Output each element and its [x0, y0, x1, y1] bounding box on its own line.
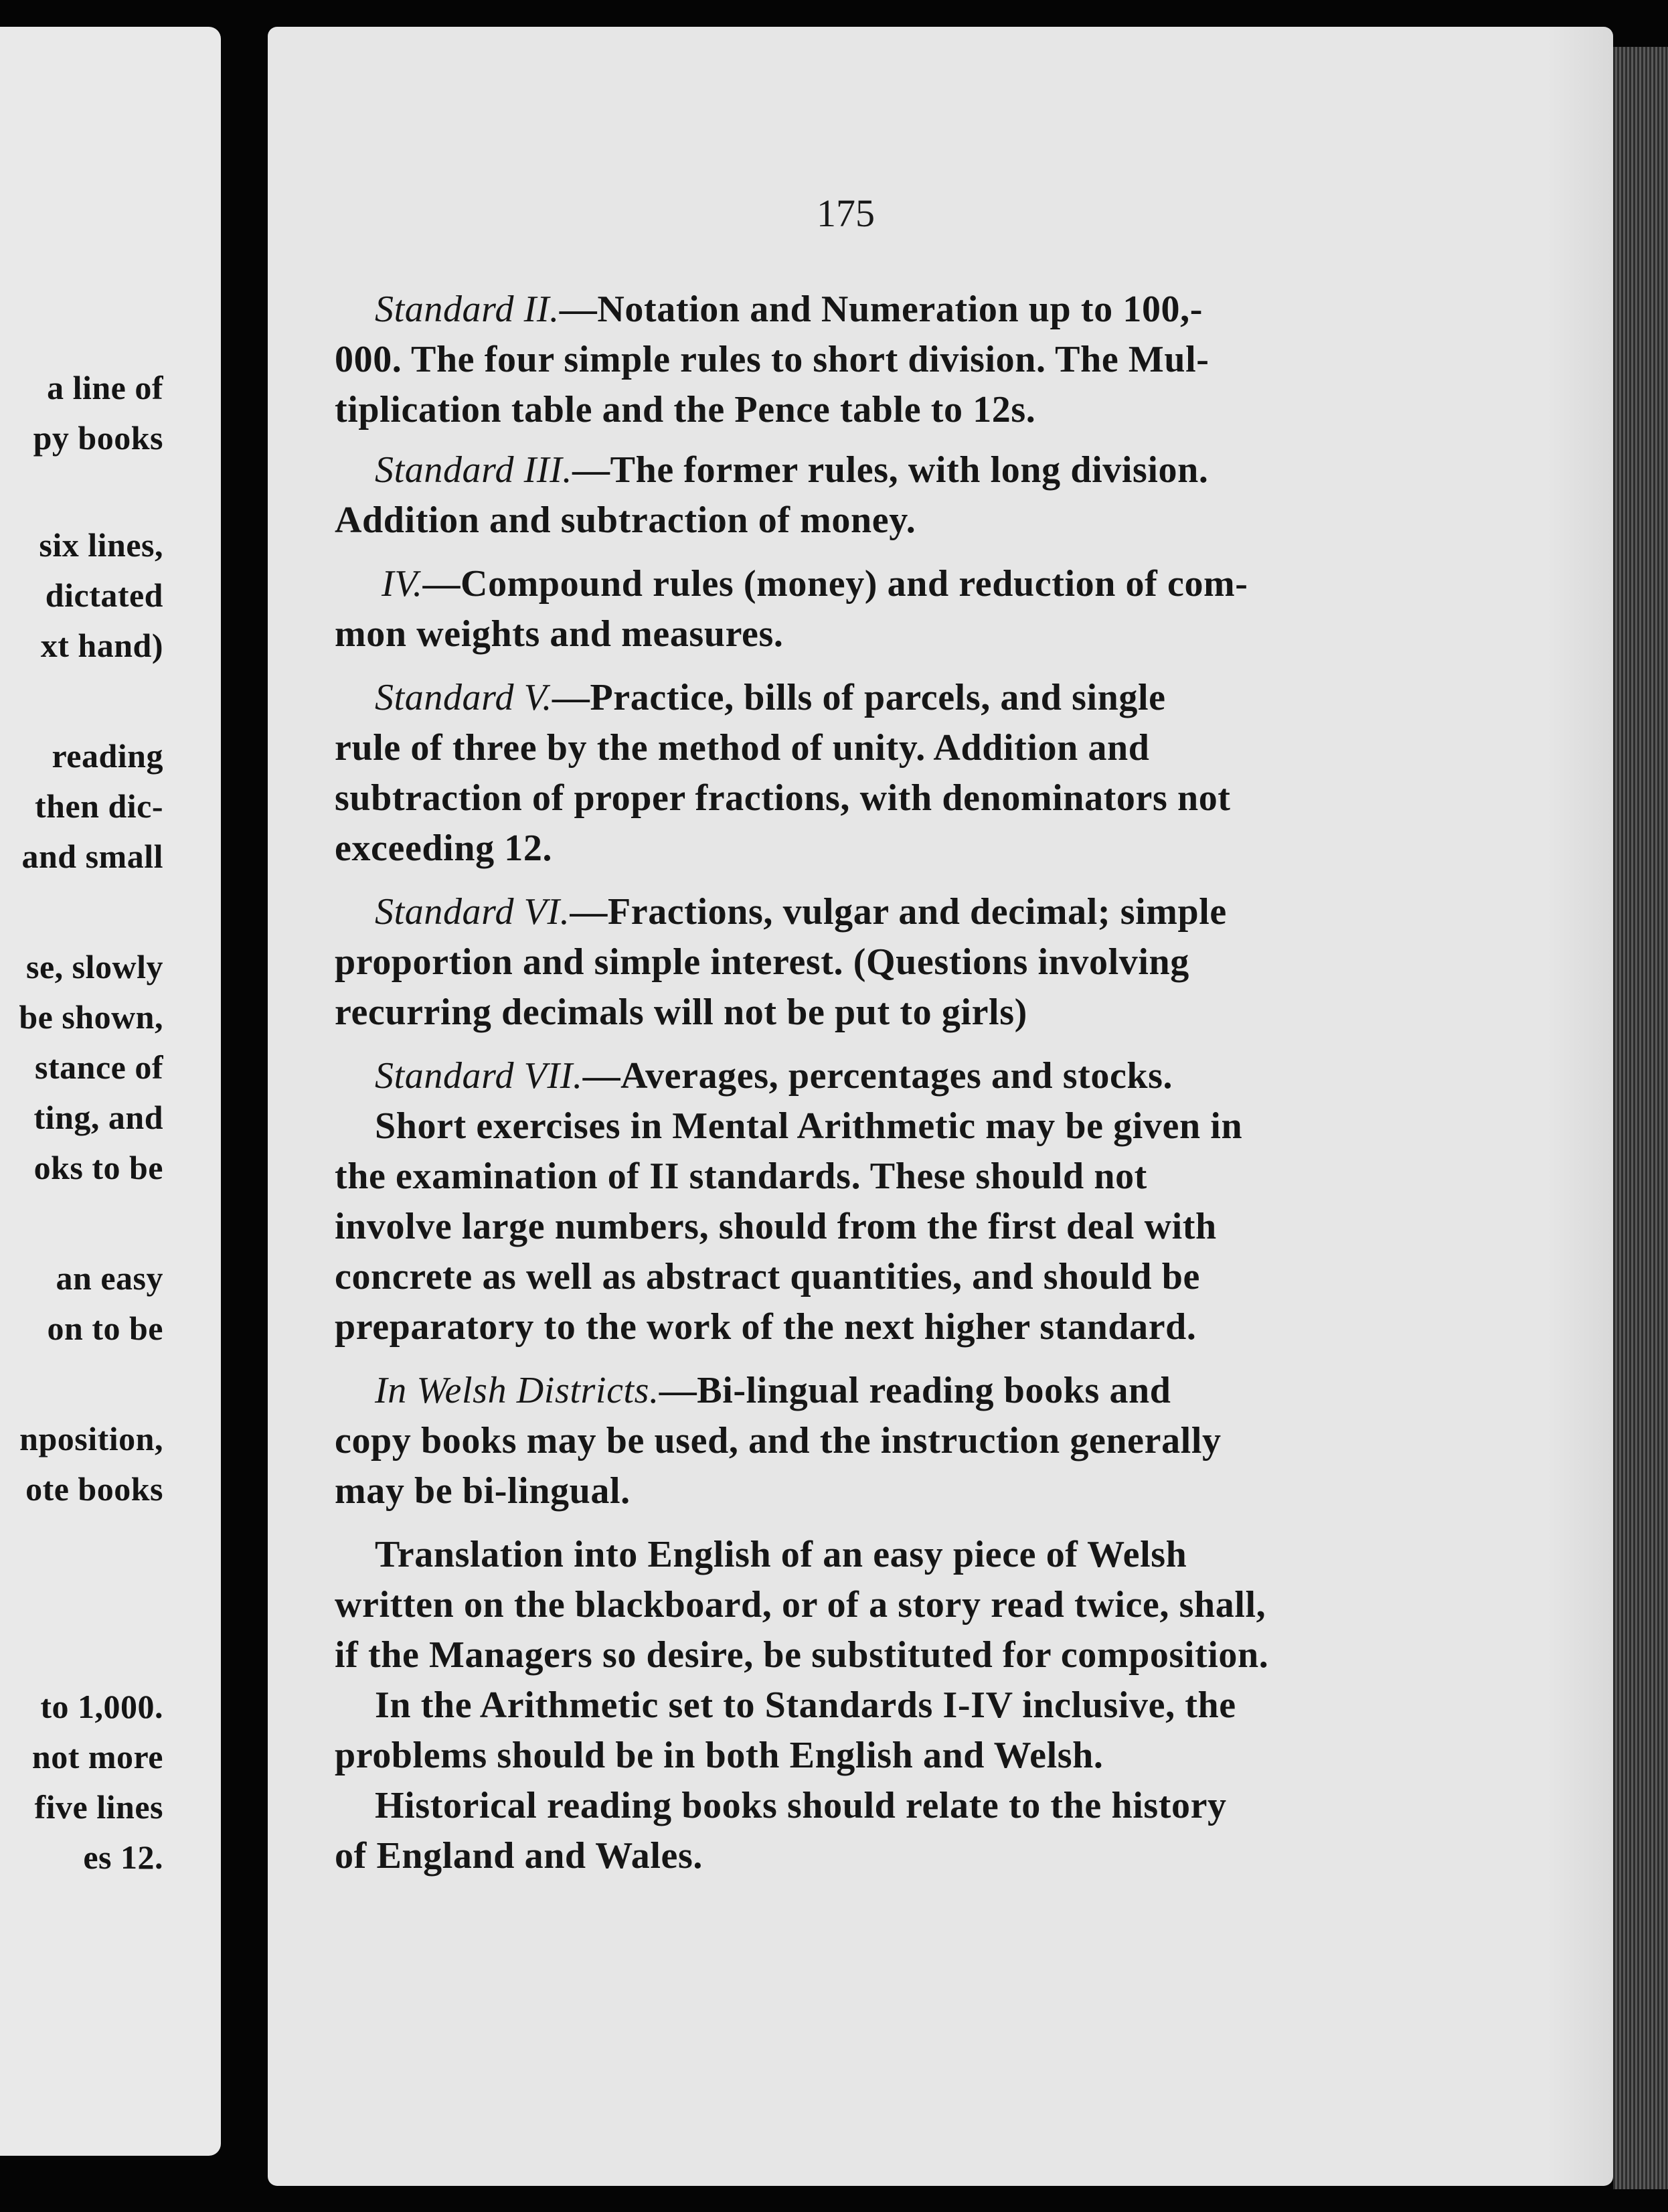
line-text: may be bi-lingual. [335, 1470, 631, 1512]
line-text: —Bi-lingual reading books and [659, 1370, 1171, 1411]
left-fragment-line: ote books [25, 1470, 163, 1508]
line-heading: In Welsh Districts. [375, 1370, 659, 1411]
line-heading: Standard VII. [375, 1055, 583, 1097]
left-fragment-line: be shown, [19, 998, 163, 1036]
text-line [335, 1634, 1268, 1676]
line-text: exceeding 12. [335, 827, 553, 869]
text-line [382, 562, 1248, 605]
line-text: Historical reading books should relate to the history [375, 1785, 1227, 1826]
left-fragment-line: to 1,000. [40, 1688, 163, 1725]
text-line [335, 1255, 1200, 1298]
text-line [375, 890, 1227, 933]
left-fragment-line: dictated [45, 576, 163, 614]
line-text: concrete as well as abstract quantities, and should be [335, 1256, 1200, 1297]
line-text: Short exercises in Mental Arithmetic may be given in [375, 1105, 1243, 1147]
line-text: of England and Wales. [335, 1835, 703, 1877]
line-text: if the Managers so desire, be substituted for composition. [335, 1634, 1269, 1676]
left-fragment-line: five lines [34, 1788, 163, 1826]
text-line [335, 1155, 1147, 1198]
text-line [335, 1583, 1266, 1626]
line-text: mon weights and measures. [335, 613, 784, 655]
line-text: written on the blackboard, or of a story read twice, shall, [335, 1584, 1266, 1626]
left-fragment-line: six lines, [39, 526, 163, 564]
left-fragment-line: on to be [47, 1310, 163, 1347]
line-heading: Standard III. [375, 449, 573, 491]
line-text: tiplication table and the Pence table to 12s. [335, 389, 1036, 430]
text-line [335, 1205, 1217, 1248]
left-fragment-line: ting, and [33, 1099, 163, 1136]
text-line [335, 827, 552, 870]
line-text: 000. The four simple rules to short division. The Mul- [335, 339, 1210, 380]
text-line [335, 499, 916, 542]
text-line [335, 1734, 1104, 1777]
line-text: —Practice, bills of parcels, and single [552, 677, 1166, 718]
line-text: —Compound rules (money) and reduction of com- [422, 563, 1248, 605]
line-text: Translation into English of an easy piece of Welsh [375, 1534, 1187, 1575]
line-heading: IV. [382, 563, 423, 605]
left-fragment-line: nposition, [19, 1420, 163, 1457]
text-line [335, 1419, 1222, 1462]
text-line [375, 1684, 1236, 1727]
text-line [335, 388, 1035, 431]
text-line [335, 1470, 631, 1512]
line-text: —Notation and Numeration up to 100,- [559, 289, 1203, 330]
line-text: problems should be in both English and Welsh. [335, 1735, 1104, 1776]
text-line [335, 1306, 1197, 1348]
line-text: preparatory to the work of the next higher standard. [335, 1306, 1197, 1348]
line-text: Addition and subtraction of money. [335, 499, 916, 541]
text-line [375, 1533, 1187, 1576]
text-line [335, 777, 1231, 819]
text-line [375, 1105, 1242, 1148]
line-heading: Standard VI. [375, 891, 570, 933]
line-text: the examination of II standards. These should not [335, 1156, 1147, 1197]
left-fragment-line: stance of [35, 1048, 163, 1086]
left-fragment-line: se, slowly [26, 948, 163, 985]
left-fragment-line: an easy [56, 1259, 163, 1297]
left-fragment-line: es 12. [83, 1838, 163, 1876]
page-shading [1546, 27, 1613, 2186]
line-text: —Fractions, vulgar and decimal; simple [570, 891, 1227, 933]
line-text: proportion and simple interest. (Questions involving [335, 941, 1189, 983]
text-line [335, 338, 1210, 381]
text-line [375, 288, 1203, 331]
line-text: —Averages, percentages and stocks. [582, 1055, 1173, 1097]
text-line [375, 676, 1166, 719]
left-fragment-line: oks to be [33, 1149, 163, 1186]
left-fragment-line: reading [52, 737, 163, 775]
page-number: 175 [817, 191, 875, 235]
page-edges [1613, 47, 1668, 2189]
text-line [335, 726, 1150, 769]
text-line [375, 1784, 1227, 1827]
left-fragment-line: then dic- [35, 787, 163, 825]
text-line [375, 449, 1209, 491]
line-text: —The former rules, with long division. [572, 449, 1209, 491]
line-heading: Standard V. [375, 677, 552, 718]
line-text: rule of three by the method of unity. Addition and [335, 727, 1150, 769]
line-text: involve large numbers, should from the first deal with [335, 1206, 1217, 1247]
line-text: In the Arithmetic set to Standards I-IV inclusive, the [375, 1684, 1236, 1726]
previous-page-fragment [0, 27, 221, 2156]
left-fragment-line: xt hand) [40, 627, 163, 664]
left-fragment-line: py books [33, 419, 163, 457]
line-heading: Standard II. [375, 289, 560, 330]
line-text: copy books may be used, and the instruction generally [335, 1420, 1222, 1462]
text-line [375, 1054, 1173, 1097]
left-fragment-line: and small [21, 838, 163, 875]
text-line [335, 941, 1189, 983]
text-line [335, 1834, 703, 1877]
text-line [375, 1369, 1171, 1412]
left-fragment-line: not more [31, 1738, 163, 1775]
line-text: subtraction of proper fractions, with denominators not [335, 777, 1231, 819]
line-text: recurring decimals will not be put to girls) [335, 992, 1027, 1033]
text-line [335, 991, 1027, 1034]
left-fragment-line: a line of [47, 369, 163, 406]
text-line [335, 613, 783, 655]
